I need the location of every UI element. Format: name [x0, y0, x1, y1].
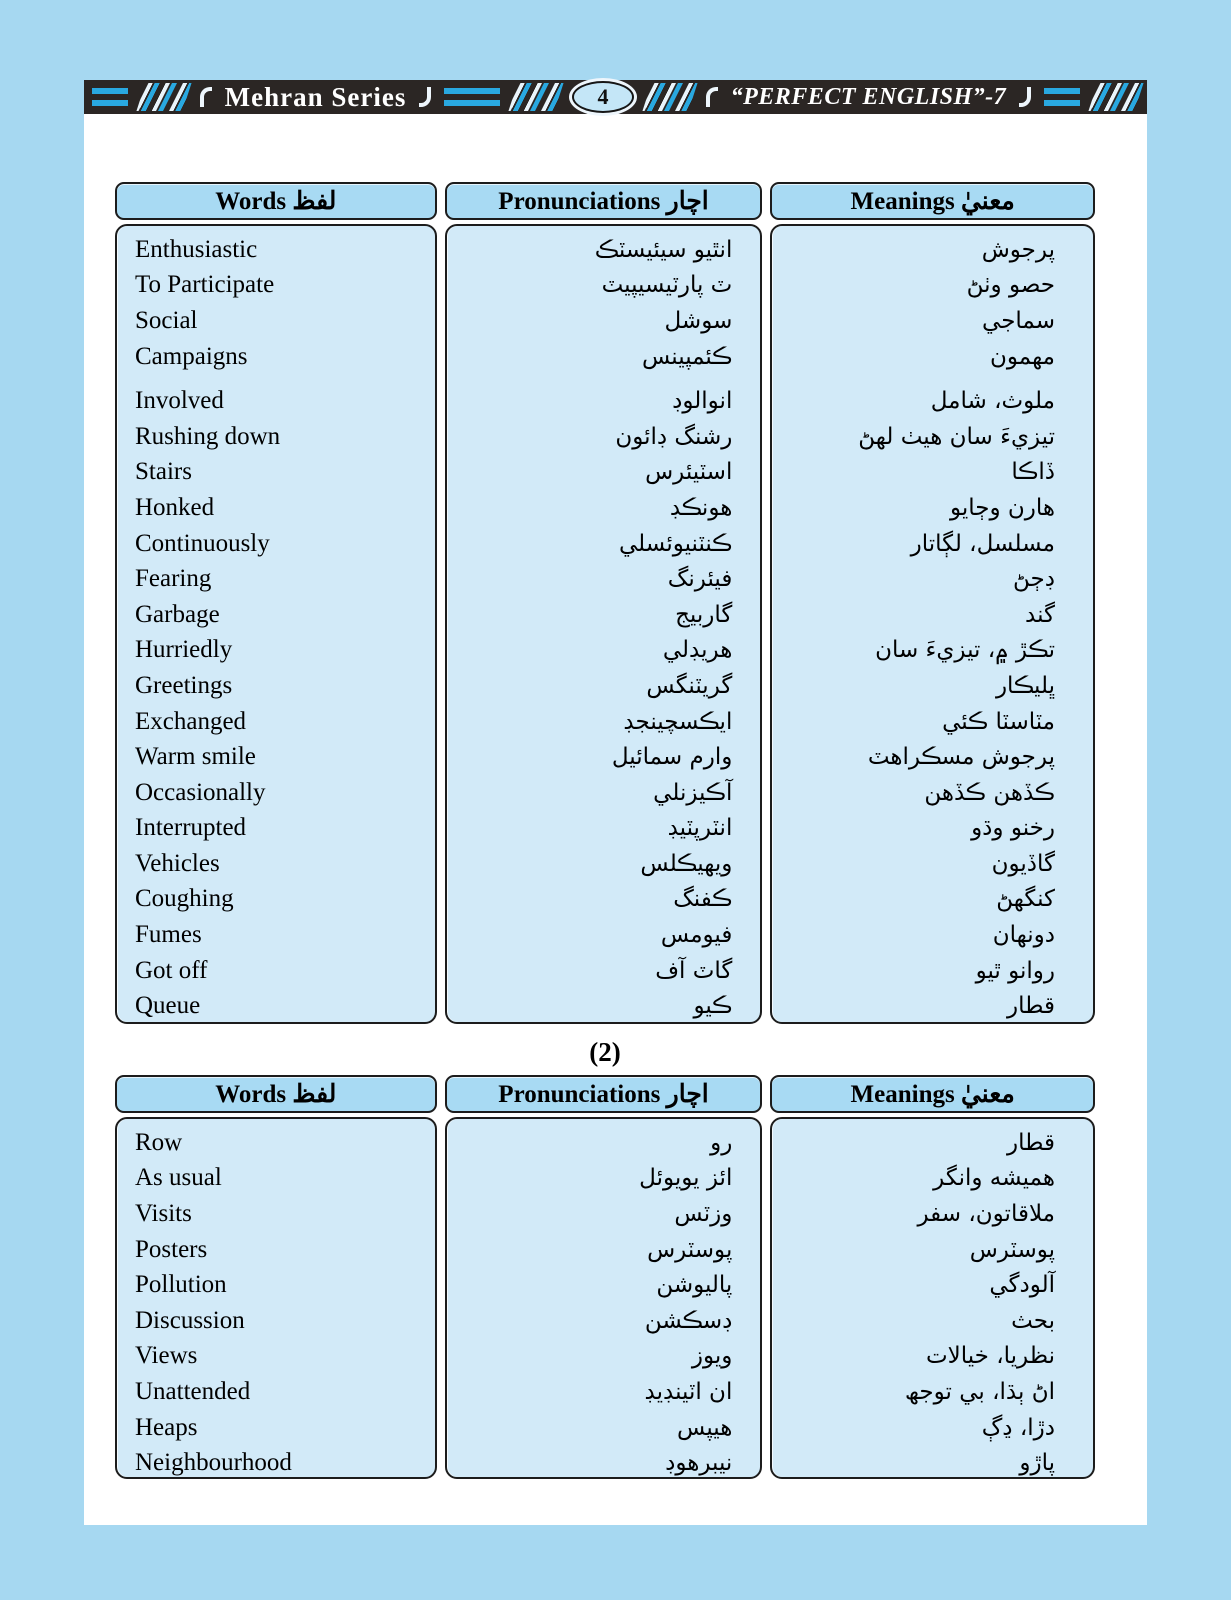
hatch-decoration [642, 83, 697, 111]
table2-header-row [115, 1075, 1095, 1113]
page-number: 4 [597, 84, 609, 109]
table1-header-row [115, 182, 1095, 220]
meaning-cell: نظريا، خيالات [925, 1343, 1055, 1370]
pronunciation-cell: هيپس [677, 1414, 733, 1441]
meaning-cell: پرجوش مسڪراهٽ [867, 744, 1055, 771]
word-cell: Neighbourhood [135, 1449, 292, 1477]
meaning-cell: مهمون [990, 343, 1055, 370]
stripe-decoration [1044, 80, 1080, 114]
word-cell: Heaps [135, 1413, 198, 1441]
pronunciation-cell: سوشل [664, 307, 733, 334]
vocab-table-1 [115, 182, 1095, 1024]
pronunciation-cell: ڪئمپينس [641, 343, 733, 370]
meaning-cell: حصو وٺڻ [966, 272, 1055, 299]
vocab-table-2 [115, 1075, 1095, 1479]
pronunciation-cell: وزٽس [674, 1200, 733, 1227]
hatch-decoration [1088, 83, 1143, 111]
pronunciation-cell: ايڪسچينجڊ [623, 708, 733, 735]
word-cell: Enthusiastic [135, 235, 258, 263]
words-column-header: Words لفظ [115, 182, 437, 220]
word-cell: As usual [135, 1164, 222, 1192]
meanings-column [770, 224, 1095, 1024]
pronunciations-column [445, 1117, 763, 1479]
word-cell: Row [135, 1128, 183, 1156]
table1-body [115, 224, 1095, 1024]
meaning-cell: پاڙو [1019, 1450, 1055, 1477]
word-cell: Stairs [135, 458, 192, 486]
pronunciation-cell: وارم سمائيل [611, 744, 733, 771]
pronunciation-cell: ڊسڪشن [644, 1307, 733, 1334]
word-cell: Unattended [135, 1377, 251, 1405]
bracket-decoration [419, 87, 431, 107]
meaning-cell: دونهان [992, 922, 1055, 949]
meaning-cell: قطار [1007, 1129, 1055, 1156]
pronunciation-cell: ويوز [691, 1343, 733, 1370]
meaning-cell: رخنو وڌو [971, 815, 1055, 842]
word-cell: Got off [135, 956, 208, 984]
word-cell: Involved [135, 387, 224, 415]
meaning-cell: بحث [1011, 1307, 1055, 1334]
words-column [115, 224, 437, 1024]
meaning-cell: تڪڙ ۾، تيزيءَ سان [875, 637, 1055, 664]
meaning-cell: دڙا، ڍڳ [981, 1414, 1055, 1441]
word-cell: Discussion [135, 1306, 245, 1334]
word-cell: Campaigns [135, 342, 248, 370]
word-cell: Garbage [135, 600, 220, 628]
pronunciation-cell: ڪيو [693, 993, 733, 1020]
words-column [115, 1117, 437, 1479]
meaning-cell: گاڏيون [991, 850, 1055, 877]
page-header-bar [84, 80, 1147, 114]
word-cell: Occasionally [135, 778, 266, 806]
word-cell: Greetings [135, 671, 233, 699]
word-cell: To Participate [135, 271, 275, 299]
pronunciation-cell: آڪيزنلي [653, 779, 733, 806]
meaning-cell: ڏاڪا [1011, 459, 1055, 486]
pronunciation-cell: رو [710, 1129, 733, 1156]
word-cell: Queue [135, 992, 201, 1020]
pronunciations-column [445, 224, 763, 1024]
word-cell: Interrupted [135, 814, 247, 842]
word-cell: Exchanged [135, 707, 247, 735]
pronunciation-cell: هونڪڊ [669, 494, 733, 521]
word-cell: Social [135, 306, 198, 334]
pronunciation-cell: ڪنٽنيوئسلي [619, 530, 733, 557]
pronunciation-cell: ٽ پارٽيسيپيٽ [601, 272, 733, 299]
bracket-decoration [1019, 87, 1031, 107]
meanings-column-header: Meanings معنيٰ [770, 182, 1095, 220]
pronunciation-cell: فيومس [660, 922, 733, 949]
pronunciation-cell: فيئرنگ [667, 566, 733, 593]
series-title: Mehran Series [224, 81, 407, 112]
meaning-cell: ڀليڪار [995, 672, 1055, 699]
word-cell: Visits [135, 1199, 192, 1227]
word-cell: Continuously [135, 529, 270, 557]
meaning-cell: سماجي [982, 307, 1055, 334]
meaning-cell: پرجوش [981, 236, 1055, 263]
pronunciation-cell: ويهيڪلس [640, 850, 733, 877]
pronunciations-column-header: Pronunciations اچار [445, 1075, 763, 1113]
word-cell: Fearing [135, 565, 212, 593]
pronunciation-cell: پاليوشن [656, 1272, 733, 1299]
meaning-cell: مسلسل، لڳاتار [910, 530, 1055, 557]
meaning-cell: گند [1025, 601, 1055, 628]
pronunciation-cell: گاٽ آف [655, 957, 733, 984]
table2-body [115, 1117, 1095, 1479]
pronunciation-cell: انوالوڊ [672, 388, 733, 415]
meaning-cell: کنگهڻ [996, 886, 1055, 913]
section-divider: (2) [589, 1037, 621, 1067]
word-cell: Hurriedly [135, 636, 233, 664]
word-cell: Views [135, 1342, 198, 1370]
meaning-cell: پوسٽرس [969, 1236, 1055, 1263]
stripe-decoration [92, 80, 128, 114]
hatch-decoration [136, 83, 191, 111]
meaning-cell: قطار [1007, 993, 1055, 1020]
pronunciation-cell: گريٽنگس [646, 672, 733, 699]
pronunciation-cell: پوسٽرس [647, 1236, 733, 1263]
meaning-cell: روانو ٿيو [975, 957, 1055, 984]
pronunciation-cell: ان اٽينڊيڊ [644, 1378, 733, 1405]
meaning-cell: تيزيءَ سان هيٺ لهڻ [858, 423, 1055, 450]
page-content [84, 114, 1147, 1479]
pronunciation-cell: ڪفنگ [673, 886, 733, 913]
meaning-cell: مٽاسٽا ڪئي [942, 708, 1055, 735]
word-cell: Rushing down [135, 422, 281, 450]
meaning-cell: آلودگي [989, 1272, 1055, 1299]
meanings-column-header: Meanings معنيٰ [770, 1075, 1095, 1113]
pronunciation-cell: انٿيو سيئيسٽڪ [594, 236, 733, 263]
pronunciation-cell: نيبرهوڊ [665, 1450, 733, 1477]
pronunciation-cell: اسٽيئرس [645, 459, 733, 486]
bracket-decoration [706, 87, 718, 107]
word-cell: Honked [135, 493, 215, 521]
meaning-cell: ڪڏهن ڪڏهن [924, 779, 1055, 806]
meaning-cell: اڻ ٻڌا، بي توجھ [904, 1378, 1055, 1405]
word-cell: Pollution [135, 1271, 227, 1299]
meanings-column [770, 1117, 1095, 1479]
pronunciation-cell: انٽرپٽيڊ [667, 815, 733, 842]
word-cell: Coughing [135, 885, 234, 913]
pronunciation-cell: هريڊلي [662, 637, 733, 664]
word-cell: Warm smile [135, 743, 256, 771]
meaning-cell: هميشه وانگر [933, 1165, 1055, 1192]
meaning-cell: ڊڄڻ [1013, 566, 1055, 593]
pronunciation-cell: رشنگ ڊائون [615, 423, 733, 450]
pronunciation-cell: گاربيج [675, 601, 733, 628]
words-column-header: Words لفظ [115, 1075, 437, 1113]
page-number-badge [572, 81, 634, 113]
book-page [84, 80, 1147, 1525]
word-cell: Fumes [135, 921, 202, 949]
meaning-cell: ملاقاتون، سفر [917, 1200, 1055, 1227]
pronunciation-cell: ائز يويوئل [639, 1165, 733, 1192]
bracket-decoration [200, 87, 212, 107]
hatch-decoration [509, 83, 564, 111]
meaning-cell: هارن وڄايو [949, 494, 1055, 521]
pronunciations-column-header: Pronunciations اچار [445, 182, 763, 220]
word-cell: Posters [135, 1235, 208, 1263]
word-cell: Vehicles [135, 849, 220, 877]
stripe-decoration [444, 80, 500, 114]
book-title: “PERFECT ENGLISH”-7 [730, 83, 1007, 110]
meaning-cell: ملوث، شامل [930, 388, 1055, 415]
